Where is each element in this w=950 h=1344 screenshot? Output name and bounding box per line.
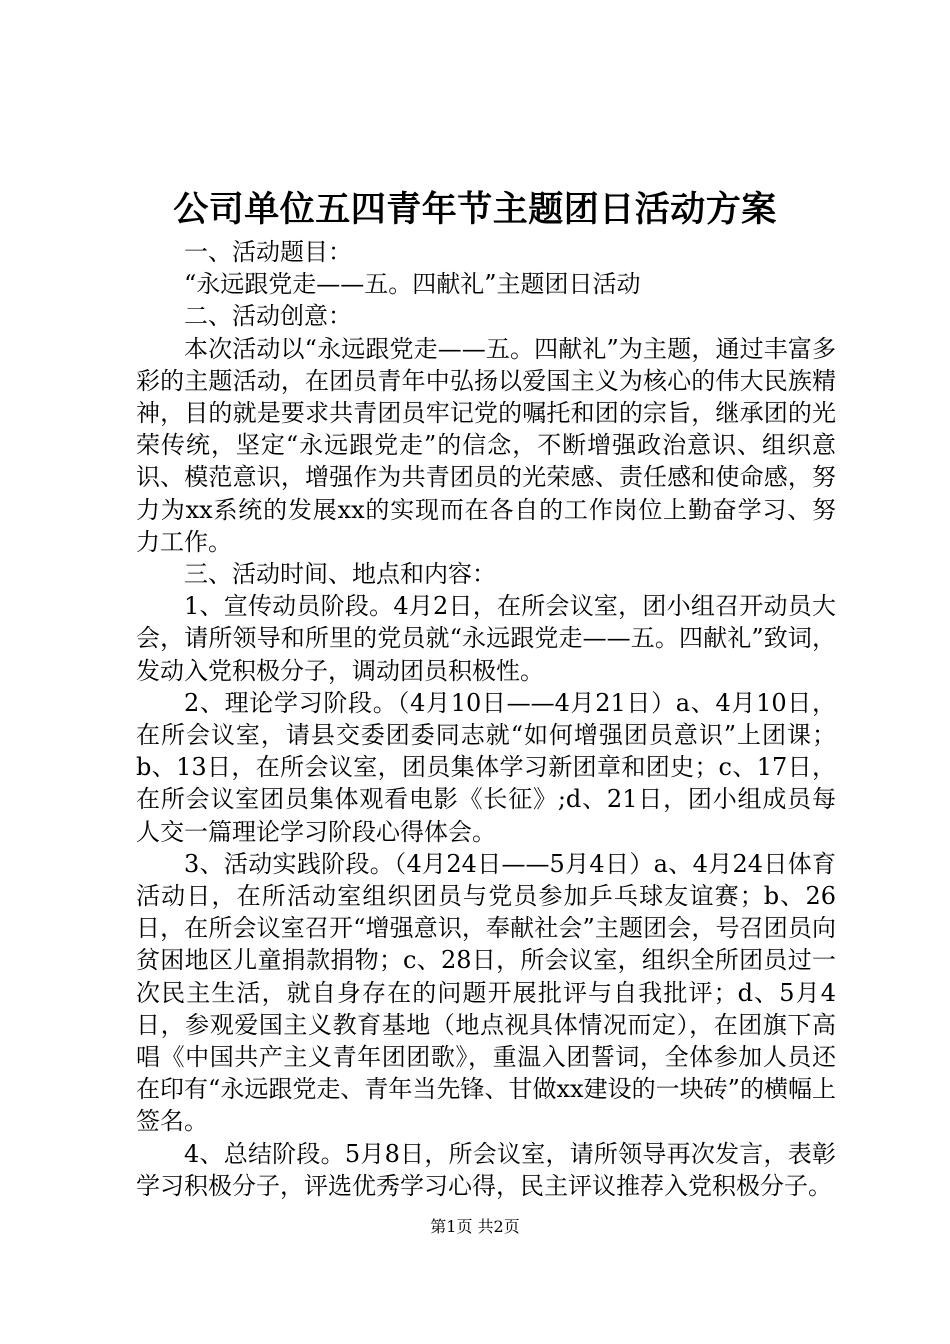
- stage-1-paragraph: 1、宣传动员阶段。4月2日，在所会议室，团小组召开动员大会，请所领导和所里的党员就“永远跟党走——五。四献礼”致词，发动入党积极分子，调动团员积极性。: [136, 592, 836, 685]
- document-body: [136, 236, 836, 1202]
- page-footer: 第1页 共2页: [430, 1217, 520, 1236]
- stage-4-paragraph: 4、总结阶段。5月8日，所会议室，请所领导再次发言，表彰学习积极分子，评选优秀学习心得，民主评议推荐入党积极分子。: [136, 1139, 836, 1200]
- section-heading-time-place-content: 三、活动时间、地点和内容：: [184, 560, 496, 589]
- section-heading-activity-idea: 二、活动创意：: [184, 302, 352, 331]
- stage-3-paragraph: 3、活动实践阶段。（4月24日——5月4日）a、4月24日体育活动日，在所活动室组织团员与党员参加乒乓球友谊赛；b、26日，在所会议室召开“增强意识，奉献社会”主题团会，号召团员向贫困地区儿童捐款捐物；c、28日，所会议室，组织全所团员过一次民主生活，就自身存在的问题开展批评与自我批评；d、5月4日，参观爱国主义教育基地（地点视具体情况而定），在团旗下高唱《中国共产主义青年团团歌》，重温入团誓词，全体参加人员还在印有“永远跟党走、青年当先锋、甘做xx建设的一块砖”的横幅上签名。: [136, 849, 836, 1136]
- activity-idea-paragraph: 本次活动以“永远跟党走——五。四献礼”为主题，通过丰富多彩的主题活动，在团员青年中弘扬以爱国主义为核心的伟大民族精神，目的就是要求共青团员牢记党的嘱托和团的宗旨，继承团的光荣传统，坚定“永远跟党走”的信念，不断增强政治意识、组织意识、模范意识，增强作为共青团员的光荣感、责任感和使命感，努力为xx系统的发展xx的实现而在各自的工作岗位上勤奋学习、努力工作。: [136, 334, 836, 556]
- stage-2-paragraph: 2、理论学习阶段。（4月10日——4月21日）a、4月10日，在所会议室，请县交委团委同志就“如何增强团员意识”上团课；b、13日，在所会议室，团员集体学习新团章和团史；c、17日，在所会议室团员集体观看电影《长征》;d、21日，团小组成员每人交一篇理论学习阶段心得体会。: [136, 688, 836, 846]
- section-heading-activity-topic: 一、活动题目：: [184, 238, 352, 266]
- activity-topic-text: “永远跟党走——五。四献礼”主题团日活动: [184, 270, 641, 299]
- document-title: 公司单位五四青年节主题团日活动方案: [173, 189, 777, 230]
